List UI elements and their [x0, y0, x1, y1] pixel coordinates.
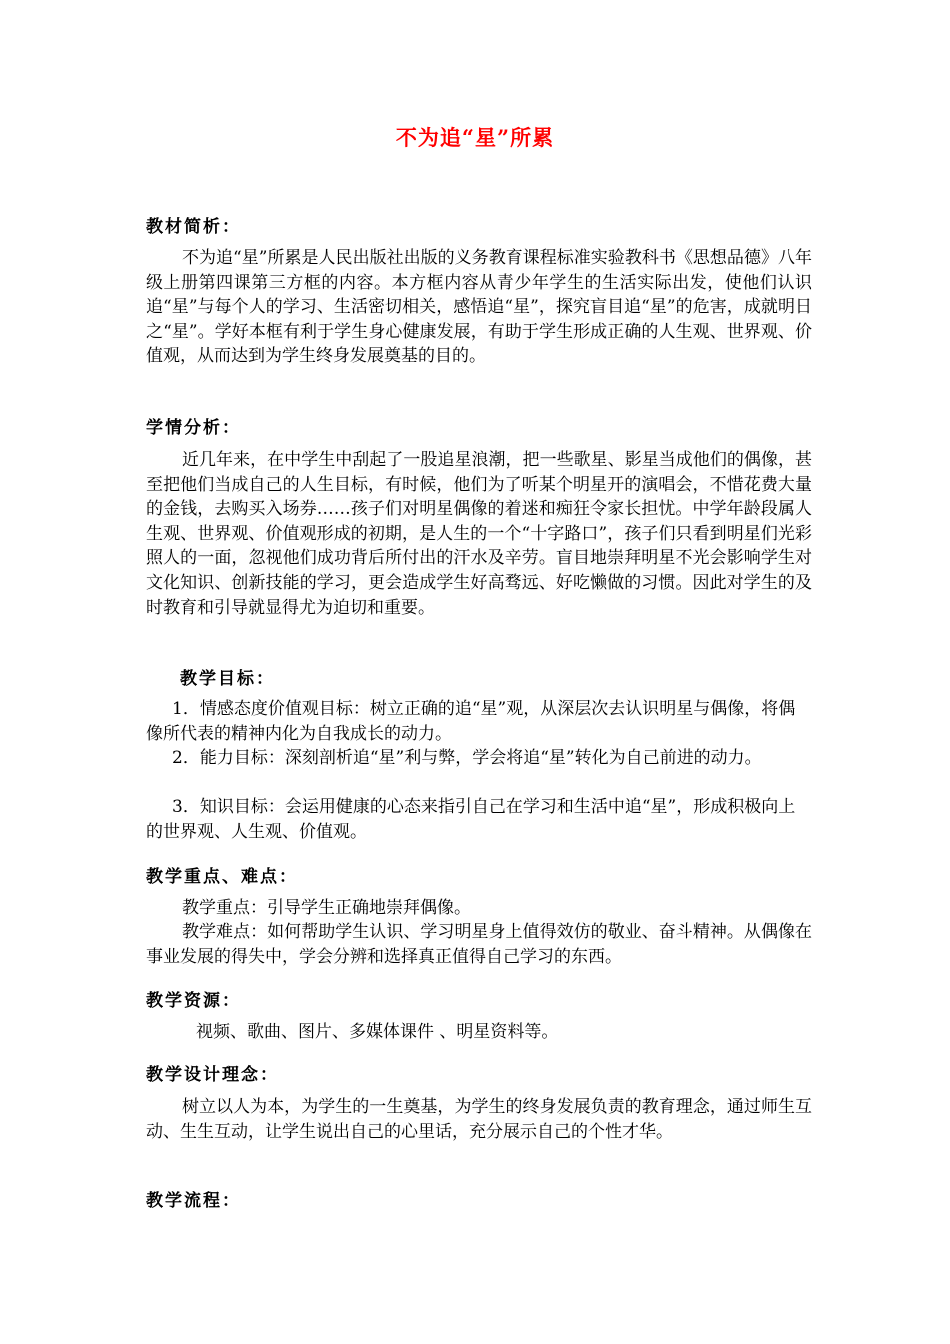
paragraph-key-difficulty: 教学难点：如何帮助学生认识、学习明星身上值得效仿的敬业、奋斗精神。从偶像在事业发展的得失中，学会分辨和选择真正值得自己学习的东西。	[146, 922, 812, 967]
goal-item-ability: 2．能力目标：深刻剖析追“星”利与弊，学会将追“星”转化为自己前进的动力。	[172, 748, 762, 768]
paragraph-material-analysis: 不为追“星”所累是人民出版社出版的义务教育课程标准实验教科书《思想品德》八年级上册第四课第三方框的内容。本方框内容从青少年学生的生活实际出发，使他们认识追“星”与每个人的学习、生活密切相关，感悟追“星”，探究盲目追“星”的危害，成就明日之“星”。学好本框有利于学生身心健康发展，有助于学生形成正确的人生观、世界观、价值观，从而达到为学生终身发展奠基的目的。	[146, 248, 812, 367]
paragraph-design-concept: 树立以人为本，为学生的一生奠基，为学生的终身发展负责的教育理念，通过师生互动、生生互动，让学生说出自己的心里话，充分展示自己的个性才华。	[146, 1097, 812, 1142]
document-title: 不为追“星”所累	[395, 125, 555, 150]
heading-student-analysis: 学情分析：	[146, 418, 241, 438]
paragraph-key-focus: 教学重点：引导学生正确地崇拜偶像。	[182, 898, 471, 918]
goal-item-knowledge: 3．知识目标：会运用健康的心态来指引自己在学习和生活中追“星”，形成积极向上的世界观、人生观、价值观。	[146, 797, 796, 842]
heading-teaching-resources: 教学资源：	[146, 991, 241, 1011]
goal-item-emotion: 1．情感态度价值观目标：树立正确的追“星”观，从深层次去认识明星与偶像，将偶像所代表的精神内化为自我成长的动力。	[146, 699, 796, 744]
heading-teaching-goals: 教学目标：	[180, 669, 275, 689]
heading-material-analysis: 教材简析：	[146, 217, 241, 237]
paragraph-student-analysis: 近几年来，在中学生中刮起了一股追星浪潮，把一些歌星、影星当成他们的偶像，甚至把他们当成自己的人生目标，有时候，他们为了听某个明星开的演唱会，不惜花费大量的金钱，去购买入场券……孩子们对明星偶像的着迷和痴狂令家长担忧。中学年龄段属人生观、世界观、价值观形成的初期，是人生的一个“十字路口”，孩子们只看到明星们光彩照人的一面，忽视他们成功背后所付出的汗水及辛劳。盲目地崇拜明星不光会影响学生对文化知识、创新技能的学习，更会造成学生好高骛远、好吃懒做的习惯。因此对学生的及时教育和引导就显得尤为迫切和重要。	[146, 450, 812, 618]
heading-design-concept: 教学设计理念：	[146, 1065, 279, 1085]
heading-key-points: 教学重点、难点：	[146, 867, 298, 887]
paragraph-teaching-resources: 视频、歌曲、图片、多媒体课件 、明星资料等。	[196, 1022, 559, 1042]
heading-teaching-process: 教学流程：	[146, 1191, 241, 1211]
